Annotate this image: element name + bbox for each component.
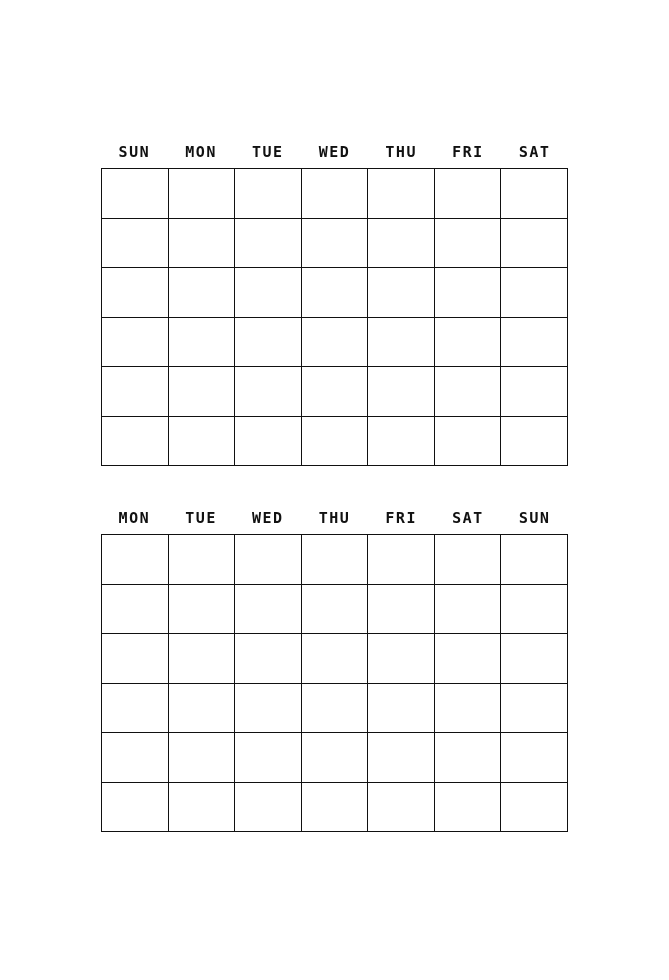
day-cell bbox=[302, 219, 369, 269]
day-cell bbox=[501, 634, 568, 684]
day-cell bbox=[102, 417, 169, 467]
day-cell bbox=[302, 169, 369, 219]
day-cell bbox=[435, 318, 502, 368]
weekday-header bbox=[101, 143, 568, 168]
day-cell bbox=[235, 684, 302, 734]
day-cell bbox=[169, 219, 236, 269]
weekday-label: TUE bbox=[185, 509, 217, 527]
day-cell bbox=[235, 535, 302, 585]
day-cell bbox=[302, 783, 369, 833]
day-cell bbox=[102, 219, 169, 269]
day-cell bbox=[501, 417, 568, 467]
day-cell bbox=[501, 169, 568, 219]
day-cell bbox=[302, 535, 369, 585]
weekday-label: THU bbox=[385, 143, 417, 161]
day-cell bbox=[235, 417, 302, 467]
day-cell bbox=[501, 268, 568, 318]
day-cell bbox=[368, 417, 435, 467]
day-cell bbox=[102, 585, 169, 635]
day-cell bbox=[302, 684, 369, 734]
day-cell bbox=[435, 634, 502, 684]
day-cell bbox=[235, 367, 302, 417]
weekday-label: FRI bbox=[452, 143, 484, 161]
day-cell bbox=[169, 733, 236, 783]
weekday-label: SAT bbox=[452, 509, 484, 527]
weekday-label: SUN bbox=[518, 509, 551, 527]
day-cell bbox=[169, 268, 236, 318]
day-cell bbox=[102, 684, 169, 734]
day-cell bbox=[501, 318, 568, 368]
day-cell bbox=[368, 367, 435, 417]
day-cell bbox=[368, 219, 435, 269]
day-cell bbox=[169, 634, 236, 684]
day-cell bbox=[501, 585, 568, 635]
day-cell bbox=[102, 268, 169, 318]
day-cell bbox=[435, 535, 502, 585]
weekday-label: THU bbox=[318, 509, 351, 527]
day-cell bbox=[368, 634, 435, 684]
calendar-grid bbox=[101, 534, 568, 832]
day-cell bbox=[102, 783, 169, 833]
day-cell bbox=[302, 585, 369, 635]
weekday-label: MON bbox=[185, 143, 217, 161]
day-cell bbox=[435, 219, 502, 269]
day-cell bbox=[435, 169, 502, 219]
day-cell bbox=[435, 684, 502, 734]
day-cell bbox=[302, 733, 369, 783]
day-cell bbox=[235, 169, 302, 219]
day-cell bbox=[501, 733, 568, 783]
day-cell bbox=[169, 684, 236, 734]
day-cell bbox=[169, 417, 236, 467]
day-cell bbox=[368, 535, 435, 585]
day-cell bbox=[169, 585, 236, 635]
day-cell bbox=[501, 219, 568, 269]
day-cell bbox=[435, 268, 502, 318]
day-cell bbox=[302, 417, 369, 467]
day-cell bbox=[368, 169, 435, 219]
day-cell bbox=[102, 318, 169, 368]
day-cell bbox=[435, 417, 502, 467]
day-cell bbox=[169, 318, 236, 368]
weekday-label: TUE bbox=[251, 143, 284, 161]
calendar-grid bbox=[101, 168, 568, 466]
day-cell bbox=[435, 733, 502, 783]
day-cell bbox=[102, 367, 169, 417]
day-cell bbox=[235, 783, 302, 833]
weekday-label: MON bbox=[118, 509, 151, 527]
day-cell bbox=[501, 684, 568, 734]
day-cell bbox=[368, 318, 435, 368]
day-cell bbox=[102, 169, 169, 219]
day-cell bbox=[102, 535, 169, 585]
day-cell bbox=[102, 634, 169, 684]
day-cell bbox=[368, 268, 435, 318]
day-cell bbox=[102, 733, 169, 783]
day-cell bbox=[235, 318, 302, 368]
day-cell bbox=[169, 535, 236, 585]
day-cell bbox=[368, 585, 435, 635]
calendar-sunday-start bbox=[101, 143, 568, 466]
day-cell bbox=[235, 585, 302, 635]
weekday-label: WED bbox=[251, 509, 284, 527]
day-cell bbox=[368, 684, 435, 734]
day-cell bbox=[302, 367, 369, 417]
day-cell bbox=[169, 783, 236, 833]
day-cell bbox=[235, 268, 302, 318]
weekday-label: SAT bbox=[518, 143, 551, 161]
day-cell bbox=[435, 367, 502, 417]
weekday-header bbox=[101, 509, 568, 534]
day-cell bbox=[435, 783, 502, 833]
day-cell bbox=[501, 367, 568, 417]
day-cell bbox=[501, 783, 568, 833]
day-cell bbox=[235, 634, 302, 684]
day-cell bbox=[435, 585, 502, 635]
day-cell bbox=[169, 169, 236, 219]
day-cell bbox=[302, 634, 369, 684]
day-cell bbox=[169, 367, 236, 417]
day-cell bbox=[235, 733, 302, 783]
day-cell bbox=[368, 783, 435, 833]
day-cell bbox=[302, 318, 369, 368]
weekday-label: SUN bbox=[118, 143, 151, 161]
day-cell bbox=[368, 733, 435, 783]
day-cell bbox=[302, 268, 369, 318]
weekday-label: WED bbox=[318, 143, 351, 161]
day-cell bbox=[501, 535, 568, 585]
day-cell bbox=[235, 219, 302, 269]
calendar-monday-start bbox=[101, 509, 568, 832]
weekday-label: FRI bbox=[385, 509, 417, 527]
